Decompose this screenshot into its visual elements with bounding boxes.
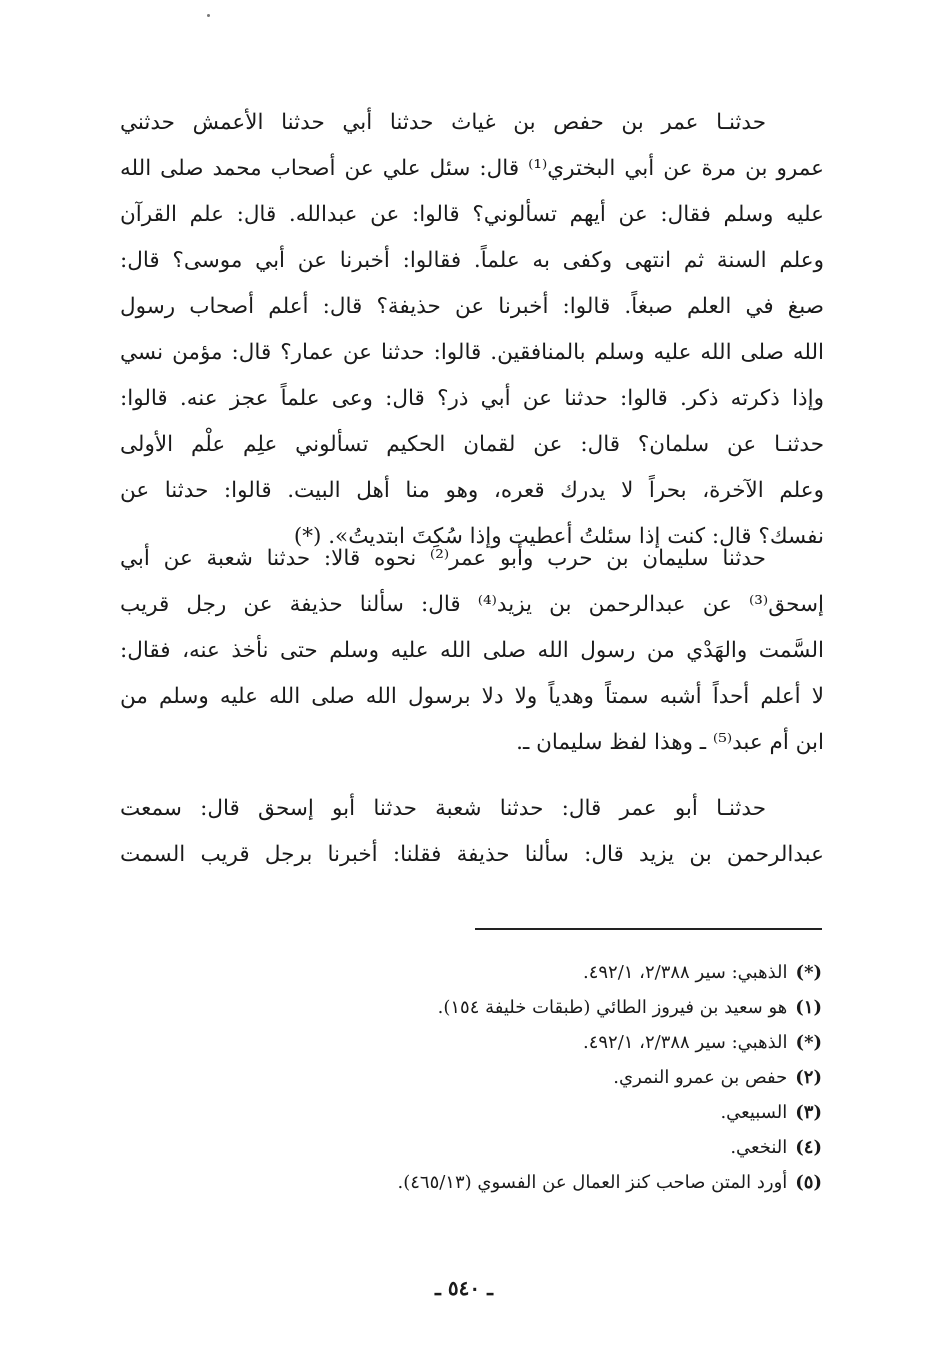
text-line: عبدالرحمن بن يزيد قال: سألنا حذيفة فقلنا: أخبرنا برجل قريب السمت xyxy=(120,842,824,867)
footnote xyxy=(150,1025,822,1060)
footnote xyxy=(150,990,822,1025)
footnote-text: الذهبي: سير ٢/٣٨٨، ٤٩٢/١. xyxy=(582,962,788,983)
footnote-marker: (٣) xyxy=(795,1102,822,1123)
footnote-text: الذهبي: سير ٢/٣٨٨، ٤٩٢/١. xyxy=(582,1032,788,1053)
text-line: السَّمت والهَدْي من رسول الله صلى الله عليه وسلم حتى نأخذ عنه، فقال: xyxy=(120,638,824,663)
text-line: عمرو بن مرة عن أبي البختري⁽¹⁾ قال: سئل علي عن أصحاب محمد صلى الله xyxy=(120,156,824,181)
footnote-text: أورد المتن صاحب كنز العمال عن الفسوي (٤٦٥/١٣). xyxy=(397,1172,788,1193)
text-line: عليه وسلم فقال: عن أيهم تسألوني؟ قالوا: عن عبدالله. قال: علم القرآن xyxy=(120,202,824,227)
page-number: ـ ٥٤٠ ـ xyxy=(435,1276,493,1300)
paper-speck xyxy=(207,14,210,17)
footnote-separator xyxy=(475,928,822,930)
text-line: حدثنـا عن سلمان؟ قال: عن لقمان الحكيم تسألوني علِم علْم الأولى xyxy=(120,432,824,457)
text-line: نفسك؟ قال: كنت إذا سئلتُ أعطيت وإذا سُكِتَ ابتديتُ». (*) xyxy=(293,524,824,549)
footnote-marker: (١) xyxy=(795,997,822,1018)
text-line: الله صلى الله عليه وسلم بالمنافقين. قالوا: حدثنا عن عمار؟ قال: مؤمن نسي xyxy=(120,340,824,365)
footnote-text: النخعي. xyxy=(730,1137,788,1158)
footnote-marker: (*) xyxy=(795,1032,822,1053)
footnote xyxy=(150,1130,822,1165)
footnote-marker: (٤) xyxy=(795,1137,822,1158)
footnote-text: السبيعي. xyxy=(720,1102,788,1123)
text-line: إسحق⁽³⁾ عن عبدالرحمن بن يزيد⁽⁴⁾ قال: سألنا حذيفة عن رجل قريب xyxy=(120,592,824,617)
footnote xyxy=(150,1165,822,1200)
paragraph-1 xyxy=(120,100,824,560)
footnote-marker: (٢) xyxy=(795,1067,822,1088)
text-line: ابن أم عبد⁽⁵⁾ ـ وهذا لفظ سليمان ـ. xyxy=(516,730,824,755)
text-line: وإذا ذكرته ذكر. قالوا: حدثنا عن أبي ذر؟ قال: وعى علماً عجز عنه. قالوا: xyxy=(120,386,824,411)
text-line: حدثنـا أبو عمر قال: حدثنا شعبة حدثنا أبو إسحق قال: سمعت xyxy=(120,796,766,821)
paragraph-3 xyxy=(120,786,824,878)
footnotes xyxy=(150,955,822,1200)
footnote xyxy=(150,955,822,990)
text-line: لا أعلم أحداً أشبه سمتاً وهدياً ولا دلا برسول الله صلى الله عليه وسلم من xyxy=(120,684,824,709)
text-line: حدثنـا عمر بن حفص بن غياث حدثنا أبي حدثنا الأعمش حدثني xyxy=(120,110,766,135)
footnote-text: حفص بن عمرو النمري. xyxy=(613,1067,788,1088)
text-line: وعلم الآخرة، بحراً لا يدرك قعره، وهو منا أهل البيت. قالوا: حدثنا عن xyxy=(120,478,824,503)
footnote-text: هو سعيد بن فيروز الطائي (طبقات خليفة ١٥٤). xyxy=(437,997,788,1018)
footnote xyxy=(150,1060,822,1095)
paragraph-2 xyxy=(120,536,824,766)
text-line: صبغ في العلم صبغاً. قالوا: أخبرنا عن حذيفة؟ قال: أعلم أصحاب رسول xyxy=(120,294,824,319)
footnote-marker: (٥) xyxy=(795,1172,822,1193)
text-line: وعلم السنة ثم انتهى وكفى به علماً. فقالوا: أخبرنا عن أبي موسى؟ قال: xyxy=(120,248,824,273)
text-line: حدثنا سليمان بن حرب وأبو عمر⁽²⁾ نحوه قالا: حدثنا شعبة عن أبي xyxy=(120,546,766,571)
footnote-marker: (*) xyxy=(795,962,822,983)
footnote xyxy=(150,1095,822,1130)
